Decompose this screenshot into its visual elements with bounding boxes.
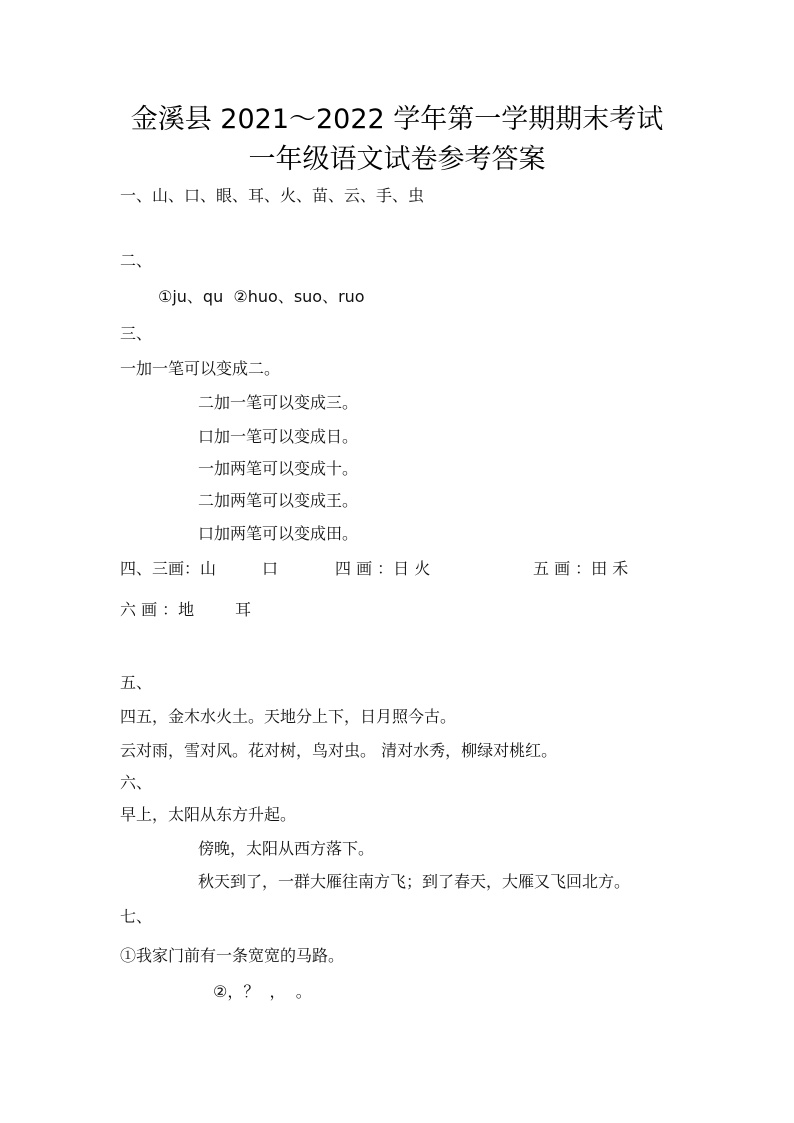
section-5-heading: 五、 xyxy=(120,673,153,692)
section-6-line: 傍晚，太阳从西方落下。 xyxy=(198,839,375,858)
section-4-six-strokes: 六 画 ：地 xyxy=(120,600,195,619)
section-4-six-strokes-extra: 耳 xyxy=(235,600,252,619)
section-3-line: 一加一笔可以变成二。 xyxy=(120,359,281,378)
section-4-four-strokes: 四 画 ：日 火 xyxy=(335,559,431,578)
section-2-answer: ①ju、qu ②huo、suo、ruo xyxy=(158,287,365,306)
section-6-heading: 六、 xyxy=(120,773,153,792)
section-7-heading: 七、 xyxy=(120,907,153,926)
section-3-line: 口加两笔可以变成田。 xyxy=(198,524,359,543)
section-6-line: 秋天到了，一群大雁往南方飞；到了春天，大雁又飞回北方。 xyxy=(198,872,631,891)
page-title-line-1: 金溪县 2021～2022 学年第一学期期末考试 xyxy=(130,104,664,135)
section-4-five-strokes: 五 画 ：田 禾 xyxy=(533,559,629,578)
section-7-line: ②，？ ， 。 xyxy=(213,982,312,1001)
section-3-line: 二加两笔可以变成王。 xyxy=(198,491,359,510)
section-4-three-strokes: 四、三画：山 xyxy=(120,559,217,578)
section-7-line: ①我家门前有一条宽宽的马路。 xyxy=(120,946,345,965)
section-3-line: 口加一笔可以变成日。 xyxy=(198,427,359,446)
section-6-line: 早上，太阳从东方升起。 xyxy=(120,805,297,824)
section-3-heading: 三、 xyxy=(120,324,153,343)
section-5-line: 四五，金木水火土。天地分上下，日月照今古。 xyxy=(120,707,457,726)
section-1-answer: 一、山、口、眼、耳、火、苗、云、手、虫 xyxy=(120,186,425,205)
section-4-three-strokes-extra: 口 xyxy=(262,559,279,578)
page-title-line-2: 一年级语文试卷参考答案 xyxy=(248,144,546,175)
section-5-line: 云对雨，雪对风。花对树，鸟对虫。 清对水秀，柳绿对桃红。 xyxy=(120,741,558,760)
section-3-line: 二加一笔可以变成三。 xyxy=(198,393,359,412)
section-3-line: 一加两笔可以变成十。 xyxy=(198,459,359,478)
section-2-heading: 二、 xyxy=(120,251,153,270)
